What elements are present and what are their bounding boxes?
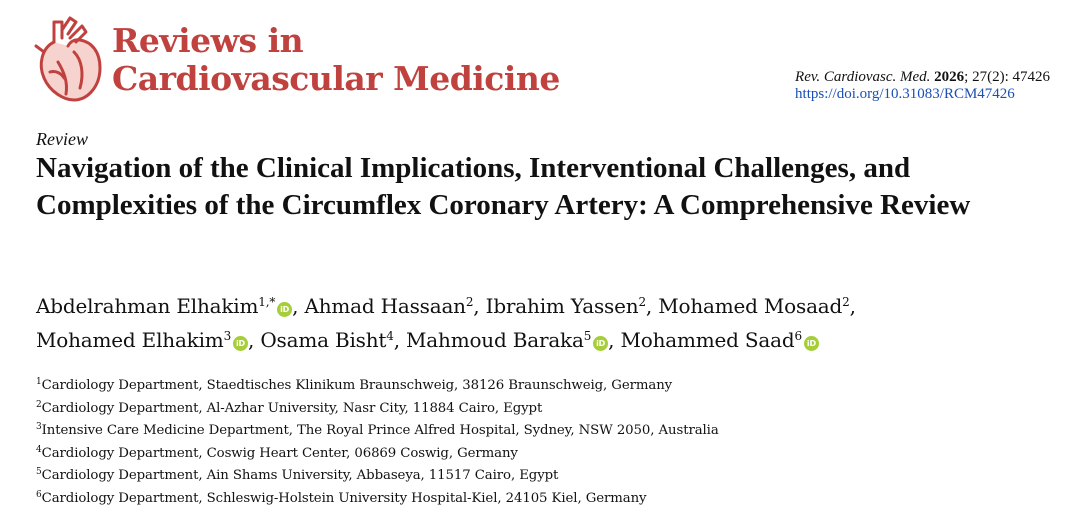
affiliation-text: Cardiology Department, Staedtisches Klinikum Braunschweig, 38126 Braunschweig, Germany bbox=[41, 378, 673, 393]
author-affiliation-mark: 3 bbox=[223, 329, 232, 343]
affiliation-number: 4 bbox=[36, 444, 42, 455]
author-name: Mohammed Saad bbox=[620, 328, 795, 352]
author bbox=[36, 294, 292, 318]
author-name: Mohamed Elhakim bbox=[36, 328, 224, 352]
author-affiliation-mark: 2 bbox=[842, 295, 850, 309]
journal-name[interactable] bbox=[112, 22, 560, 98]
citation bbox=[795, 69, 1050, 103]
author-affiliation-mark: 2 bbox=[465, 295, 474, 309]
affiliation-item bbox=[36, 488, 1056, 511]
affiliation-item bbox=[36, 465, 1056, 488]
affiliation-number: 6 bbox=[36, 489, 42, 500]
author-affiliation-mark: 5 bbox=[583, 329, 592, 343]
orcid-icon[interactable]: iD bbox=[804, 336, 819, 351]
affiliation-list bbox=[36, 375, 1056, 510]
orcid-icon[interactable]: iD bbox=[277, 302, 292, 317]
orcid-icon[interactable]: iD bbox=[233, 336, 248, 351]
citation-year: 2026 bbox=[934, 69, 965, 85]
author-affiliation-mark: 6 bbox=[794, 329, 802, 343]
affiliation-text: Cardiology Department, Ain Shams University, Abbaseya, 11517 Cairo, Egypt bbox=[41, 468, 559, 483]
author-name: Abdelrahman Elhakim bbox=[36, 294, 259, 318]
author bbox=[658, 294, 849, 318]
affiliation-item bbox=[36, 420, 1056, 443]
affiliation-number: 2 bbox=[36, 399, 42, 410]
author bbox=[260, 328, 393, 352]
author-affiliation-mark: 4 bbox=[386, 329, 394, 343]
author bbox=[304, 294, 473, 318]
affiliation-text: Intensive Care Medicine Department, The Royal Prince Alfred Hospital, Sydney, NSW 2050, Australia bbox=[41, 423, 719, 438]
affiliation-text: Cardiology Department, Al-Azhar University, Nasr City, 11884 Cairo, Egypt bbox=[41, 400, 543, 416]
affiliation-item bbox=[36, 398, 1056, 421]
author-name: Mohamed Mosaad bbox=[658, 294, 843, 318]
author-affiliation-mark: 1,* bbox=[258, 295, 276, 309]
author-name: Ahmad Hassaan bbox=[304, 294, 466, 318]
author-name: Osama Bisht bbox=[260, 328, 387, 352]
journal-name-line2: Cardiovascular Medicine bbox=[112, 59, 560, 98]
affiliation-item bbox=[36, 375, 1056, 398]
citation-volume: ; 27(2): 47426 bbox=[964, 69, 1050, 85]
affiliation-number: 1 bbox=[36, 377, 42, 387]
author-affiliation-mark: 2 bbox=[638, 295, 646, 309]
author-name: Ibrahim Yassen bbox=[485, 294, 639, 318]
author-list: Abdelrahman Elhakim$^{1,*}$iD , Ahmad Hassaan$^2$, Ibrahim Yassen$^2$, Mohamed Mosaad$^2$, Mohamed Elhakim$^3$iD , Osama Bisht$^4$, Mahmoud Baraka$^5$iD , Mohammed Saad$^6$iD bbox=[36, 294, 856, 352]
article-type: Review bbox=[36, 129, 88, 149]
author bbox=[406, 328, 608, 352]
affiliation-text: Cardiology Department, Coswig Heart Center, 06869 Coswig, Germany bbox=[41, 445, 518, 461]
heart-icon bbox=[34, 12, 106, 104]
author-name: Mahmoud Baraka bbox=[406, 328, 584, 352]
author bbox=[36, 328, 248, 352]
orcid-icon[interactable]: iD bbox=[593, 336, 608, 351]
citation-journal: Rev. Cardiovasc. Med. bbox=[795, 69, 931, 85]
article-title: Navigation of the Clinical Implications, Interventional Challenges, and Complexities of the Circumflex Coronary Artery: A Comprehensive Review bbox=[36, 152, 971, 221]
journal-name-line1: Reviews in bbox=[112, 21, 304, 60]
affiliation-item bbox=[36, 443, 1056, 466]
author bbox=[486, 294, 646, 318]
affiliation-number: 5 bbox=[36, 467, 42, 477]
author bbox=[620, 328, 818, 352]
affiliation-text: Cardiology Department, Schleswig-Holstein University Hospital-Kiel, 24105 Kiel, Germany bbox=[41, 490, 647, 506]
affiliation-number: 3 bbox=[36, 422, 42, 432]
doi-link[interactable]: https://doi.org/10.31083/RCM47426 bbox=[795, 86, 1015, 102]
